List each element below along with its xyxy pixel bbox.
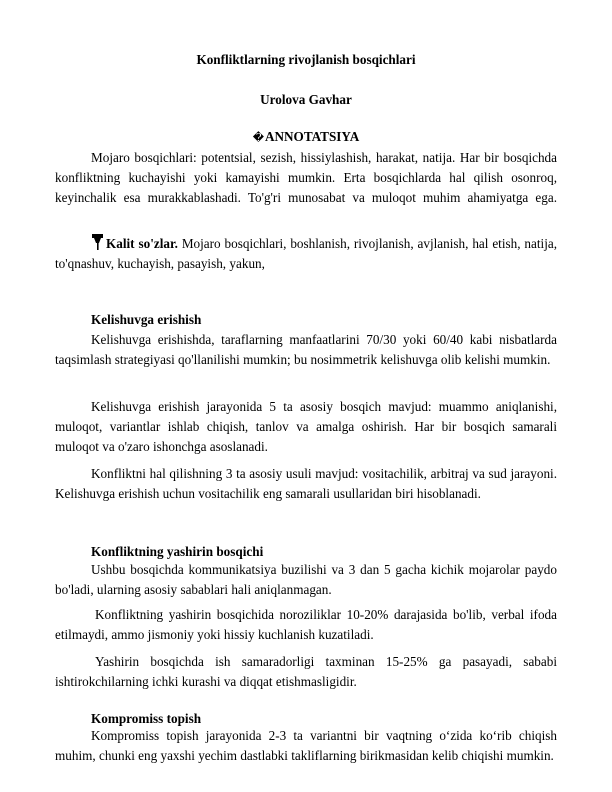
section-paragraph: Kompromiss topish jarayonida 2-3 ta variantni bir vaqtning o‘zida ko‘rib chiqish muhim, chunki eng yaxshi yechim dastlabki takliflarning birikmasidan kelib chiqishi mumkin. [55, 728, 557, 764]
annotation-heading-text: ANNOTATSIYA [264, 129, 360, 144]
keywords-label: Kalit so'zlar. [106, 236, 178, 251]
section-paragraph: Kelishuvga erishishda, taraflarning manfaatlarini 70/30 yoki 60/40 kabi nisbatlarda taqsimlash strategiyasi qo'llanilishi mumkin; bu nosimmetrik kelishuvga olib kelishi mumkin. [55, 332, 557, 368]
annotation-text [55, 148, 557, 209]
section-paragraph: Yashirin bosqichda ish samaradorligi taxminan 15-25% ga pasayadi, sababi ishtirokchilarning ichki kurashi va diqqat etishmasligidir. [55, 654, 557, 690]
annotation-text-end: ega. [535, 190, 557, 206]
section-heading: Kompromiss topish [91, 711, 202, 726]
section-heading: Konfliktning yashirin bosqichi [91, 544, 264, 559]
annotation-heading [0, 129, 612, 145]
pushpin-icon [91, 234, 104, 250]
section-paragraph: Konfliktni hal qilishning 3 ta asosiy usuli mavjud: vositachilik, arbitraj va sud jarayoni. Kelishuvga erishish uchun vositachilik eng samarali usullaridan biri hisoblanadi. [55, 466, 557, 502]
document-title: Konfliktlarning rivojlanish bosqichlari [196, 52, 416, 67]
section-heading: Kelishuvga erishish [91, 312, 202, 327]
replacement-glyph: � [252, 132, 264, 144]
author-name: Urolova Gavhar [260, 92, 352, 107]
section-paragraph: Konfliktning yashirin bosqichida noroziliklar 10-20% darajasida bo'lib, verbal ifoda etilmaydi, ammo jismoniy yoki hissiy kuchlanish kuzatiladi. [55, 607, 557, 643]
section-paragraph: Kelishuvga erishish jarayonida 5 ta asosiy bosqich mavjud: muammo aniqlanishi, muloqot, variantlar ishlab chiqish, tanlov va amalga oshirish. Har bir bosqich samarali muloqot va o'zaro ishonchga asoslanadi. [55, 399, 557, 455]
keywords-text: Mojaro bosqichlari, boshlanish, rivojlanish, avjlanish, hal etish, natija, to'qnashuv, kuchayish, pasayish, yakun, [55, 236, 558, 272]
annotation-paragraph [55, 148, 557, 209]
keywords-paragraph [55, 234, 557, 274]
annotation-text-main: Mojaro bosqichlari: potentsial, sezish, hissiylashish, harakat, natija. Har bir bosqichda konfliktning kuchayishi yoki kamayishi mumkin. Erta bosqichlarda hal qilish osonroq, keyinchalik esa murakkablashadi. To'g'ri munosabat va muloqot muhim ahamiyatga [55, 150, 557, 206]
section-paragraph: Ushbu bosqichda kommunikatsiya buzilishi va 3 dan 5 gacha kichik mojarolar paydo bo'ladi, ularning asosiy sabablari hali aniqlanmagan. [55, 562, 557, 598]
